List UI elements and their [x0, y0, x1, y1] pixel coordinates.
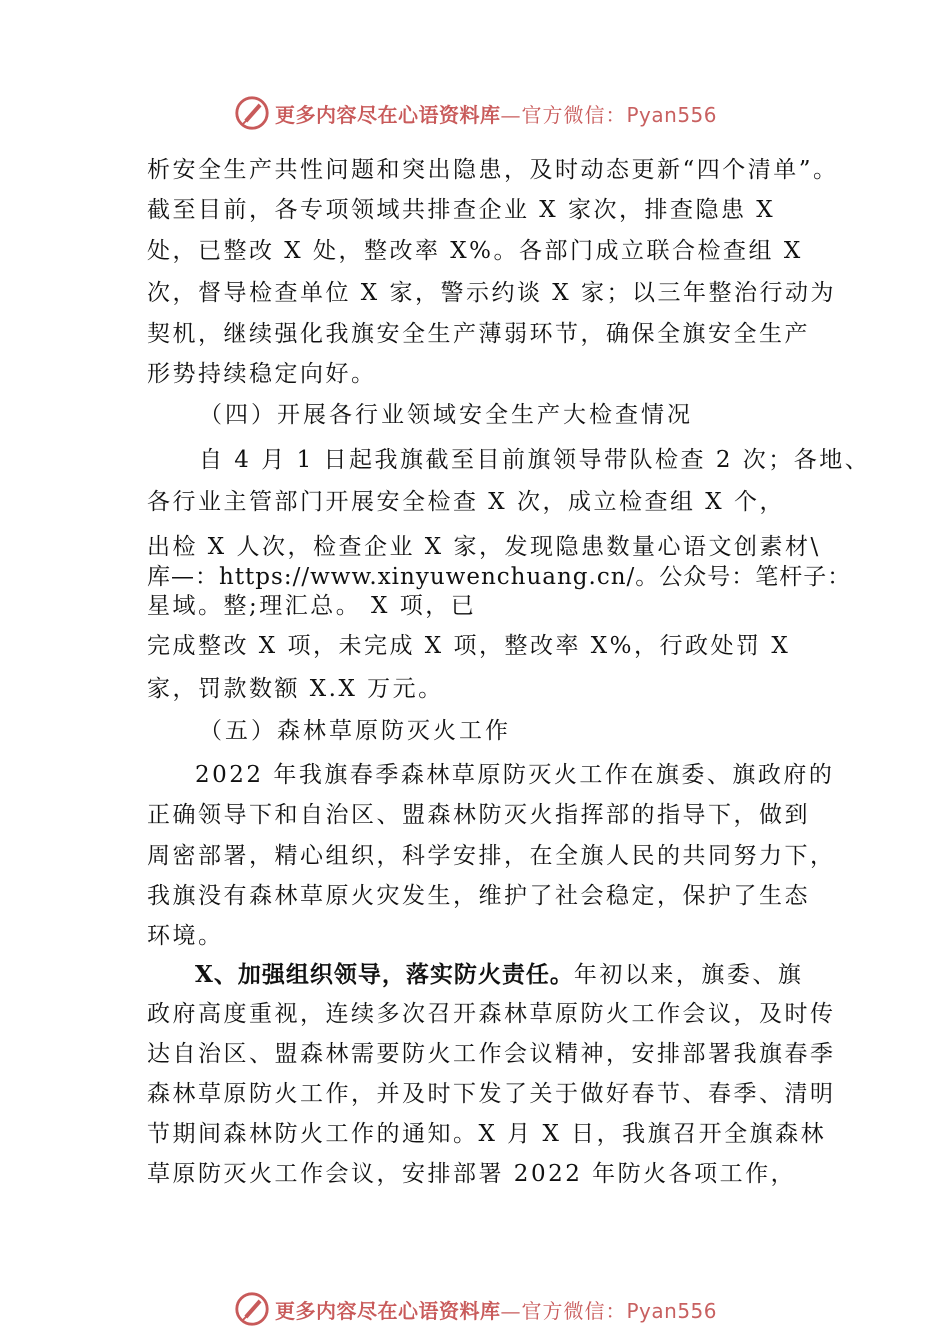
- text-line: 达自治区、盟森林需要防火工作会议精神，安排部署我旗春季: [147, 1041, 836, 1067]
- text-line: 处，已整改 X 处，整改率 X%。各部门成立联合检查组 X: [147, 238, 803, 264]
- text-line: 星域。整;理汇总。 X 项，已: [147, 593, 477, 619]
- text-line: 各行业主管部门开展安全检查 X 次，成立检查组 X 个，: [147, 489, 785, 515]
- text-line: 正确领导下和自治区、盟森林防灭火指挥部的指导下，做到: [147, 802, 810, 828]
- text-line: 析安全生产共性问题和突出隐患，及时动态更新“四个清单”。: [147, 157, 839, 183]
- text-line: 2022 年我旗春季森林草原防灭火工作在旗委、旗政府的: [195, 762, 835, 788]
- section-heading-5: （五）森林草原防灭火工作: [199, 718, 511, 744]
- text-line: 契机，继续强化我旗安全生产薄弱环节，确保全旗安全生产: [147, 321, 810, 347]
- text-line: 节期间森林防火工作的通知。X 月 X 日，我旗召开全旗森林: [147, 1121, 827, 1147]
- banner-title: 更多内容尽在心语资料库: [274, 102, 501, 127]
- text-line: 库—：https://www.xinyuwenchuang.cn/。公众号：笔杆子：: [147, 564, 852, 590]
- text-line: 周密部署，精心组织，科学安排，在全旗人民的共同努力下，: [147, 843, 836, 869]
- banner-suffix: —官方微信：: [500, 102, 627, 127]
- text-line: 完成整改 X 项，未完成 X 项，整改率 X%，行政处罚 X: [147, 633, 791, 659]
- text-line: 我旗没有森林草原火灾发生，维护了社会稳定，保护了生态: [147, 883, 810, 909]
- banner-wechat-id: Pyan556: [626, 102, 717, 127]
- banner-wechat-id: Pyan556: [626, 1298, 717, 1323]
- text-line: 自 4 月 1 日起我旗截至目前旗领导带队检查 2 次；各地、: [199, 447, 871, 473]
- text-line: 环境。: [147, 923, 224, 949]
- banner-title: 更多内容尽在心语资料库: [274, 1298, 501, 1323]
- text-line: 截至目前，各专项领域共排查企业 X 家次，排查隐患 X: [147, 197, 776, 223]
- banner-suffix: —官方微信：: [500, 1298, 627, 1323]
- text-line: 森林草原防火工作，并及时下发了关于做好春节、春季、清明: [147, 1081, 836, 1107]
- text-line-first: [195, 961, 803, 989]
- text-line: 出检 X 人次，检查企业 X 家，发现隐患数量心语文创素材\: [147, 534, 821, 560]
- footer-banner: [0, 1289, 950, 1329]
- text-line: 草原防灭火工作会议，安排部署 2022 年防火各项工作，: [147, 1161, 797, 1187]
- text-line: 形势持续稳定向好。: [147, 361, 377, 387]
- text-rest: 年初以来，旗委、旗: [573, 962, 804, 988]
- seal-pen-logo-icon: [233, 1290, 271, 1328]
- text-line: 政府高度重视，连续多次召开森林草原防火工作会议，及时传: [147, 1001, 836, 1027]
- section-heading-4: （四）开展各行业领域安全生产大检查情况: [199, 402, 693, 428]
- banner-text: [275, 1295, 717, 1324]
- text-line: 次，督导检查单位 X 家，警示约谈 X 家；以三年整治行动为: [147, 280, 836, 306]
- bold-lead: X、加强组织领导，落实防火责任。: [195, 961, 574, 988]
- text-line: 家，罚款数额 X.X 万元。: [147, 676, 444, 702]
